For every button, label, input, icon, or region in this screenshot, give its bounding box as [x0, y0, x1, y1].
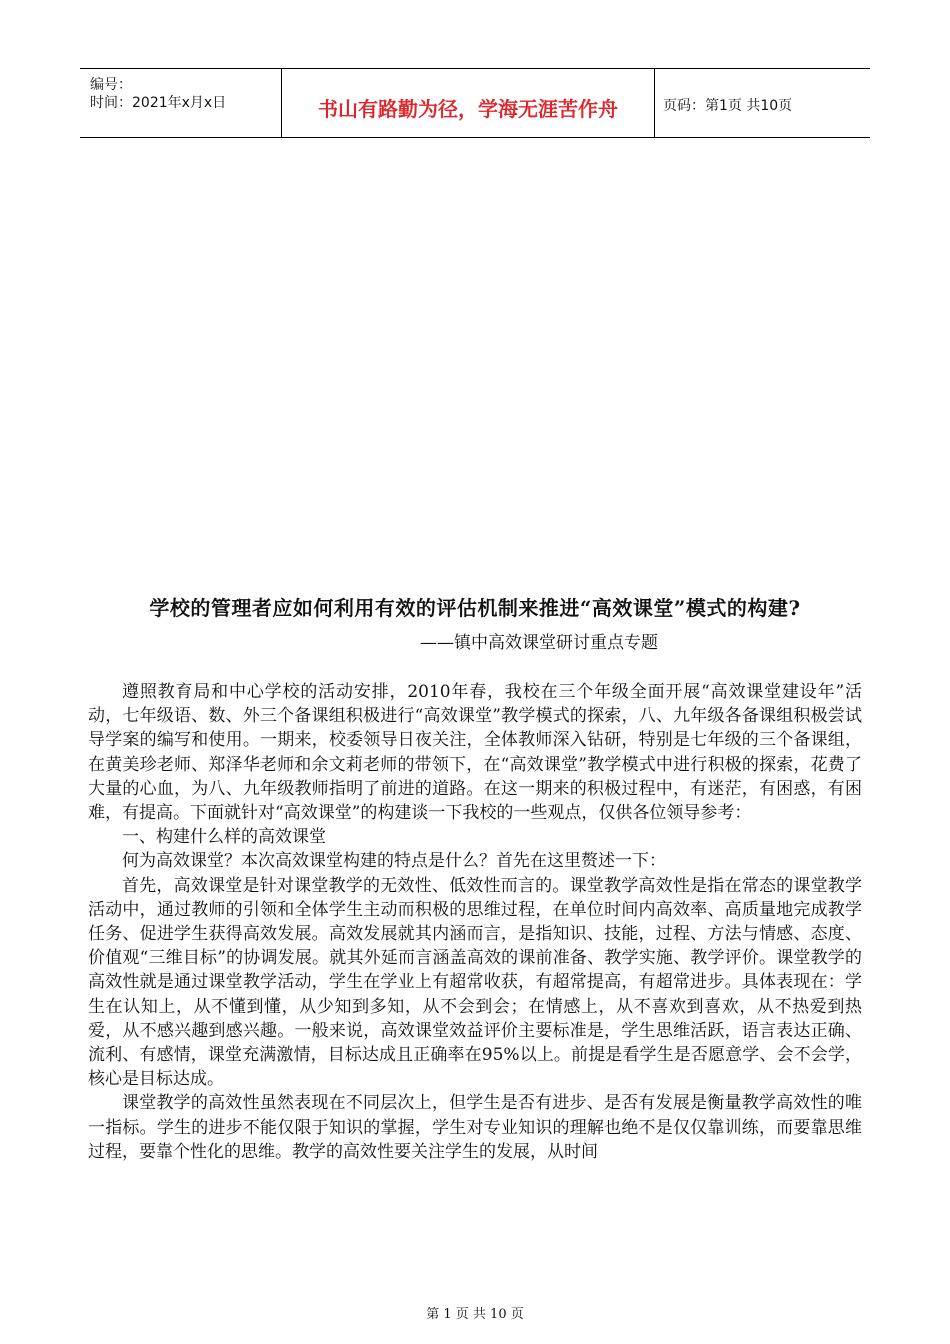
page-info: 页码：第1页 共10页	[663, 98, 793, 114]
section-heading: 一、构建什么样的高效课堂	[122, 827, 326, 848]
page-footer: 第 1 页 共 10 页	[426, 1307, 524, 1322]
paragraph: 遵照教育局和中心学校的活动安排，2010年春，我校在三个年级全面开展“高效课堂建设年”活动，七年级语、数、外三个备课组积极进行“高效课堂”教学模式的探索，八、九年级各备课组积极尝试导学案的编写和使用。一期来，校委领导日夜关注，全体教师深入钻研，特别是七年级的三个备课组，在黄美珍老师、郑泽华老师和余文莉老师的带领下，在“高效课堂”教学模式中进行积极的探索，花费了大量的心血，为八、九年级教师指明了前进的道路。在这一期来的积极过程中，有迷茫，有困惑，有困难，有提高。下面就针对“高效课堂”的构建谈一下我校的一些观点，仅供各位领导参考：	[88, 682, 862, 824]
paragraph: 何为高效课堂？本次高效课堂构建的特点是什么？首先在这里赘述一下：	[122, 851, 666, 872]
number-label: 编号：	[90, 77, 132, 93]
date-label: 时间：2021年x月x日	[90, 95, 227, 111]
document-body	[88, 680, 862, 1164]
document-title: 学校的管理者应如何利用有效的评估机制来推进“高效课堂”模式的构建?	[149, 596, 801, 620]
motto: 书山有路勤为径，学海无涯苦作舟	[318, 97, 618, 121]
paragraph: 课堂教学的高效性虽然表现在不同层次上，但学生是否有进步、是否有发展是衡量教学高效性的唯一指标。学生的进步不能仅限于知识的掌握，学生对专业知识的理解也绝不是仅仅靠训练，而要靠思维过程，要靠个性化的思维。教学的高效性要关注学生的发展，从时间	[88, 1093, 862, 1162]
page-header	[80, 68, 870, 138]
header-page-cell	[655, 69, 870, 137]
header-motto-cell	[282, 69, 655, 137]
document-subtitle: ——镇中高效课堂研讨重点专题	[420, 633, 658, 653]
paragraph: 首先，高效课堂是针对课堂教学的无效性、低效性而言的。课堂教学高效性是指在常态的课堂教学活动中，通过教师的引领和全体学生主动而积极的思维过程，在单位时间内高效率、高质量地完成教学任务、促进学生获得高效发展。高效发展就其内涵而言，是指知识、技能，过程、方法与情感、态度、价值观“三维目标”的协调发展。就其外延而言涵盖高效的课前准备、教学实施、教学评价。课堂教学的高效性就是通过课堂教学活动，学生在学业上有超常收获，有超常提高，有超常进步。具体表现在：学生在认知上，从不懂到懂，从少知到多知，从不会到会；在情感上，从不喜欢到喜欢，从不热爱到热爱，从不感兴趣到感兴趣。一般来说，高效课堂效益评价主要标准是，学生思维活跃，语言表达正确、流利、有感情，课堂充满激情，目标达成且正确率在95%以上。前提是看学生是否愿意学、会不会学，核心是目标达成。	[88, 875, 862, 1090]
header-meta-cell	[80, 69, 282, 137]
